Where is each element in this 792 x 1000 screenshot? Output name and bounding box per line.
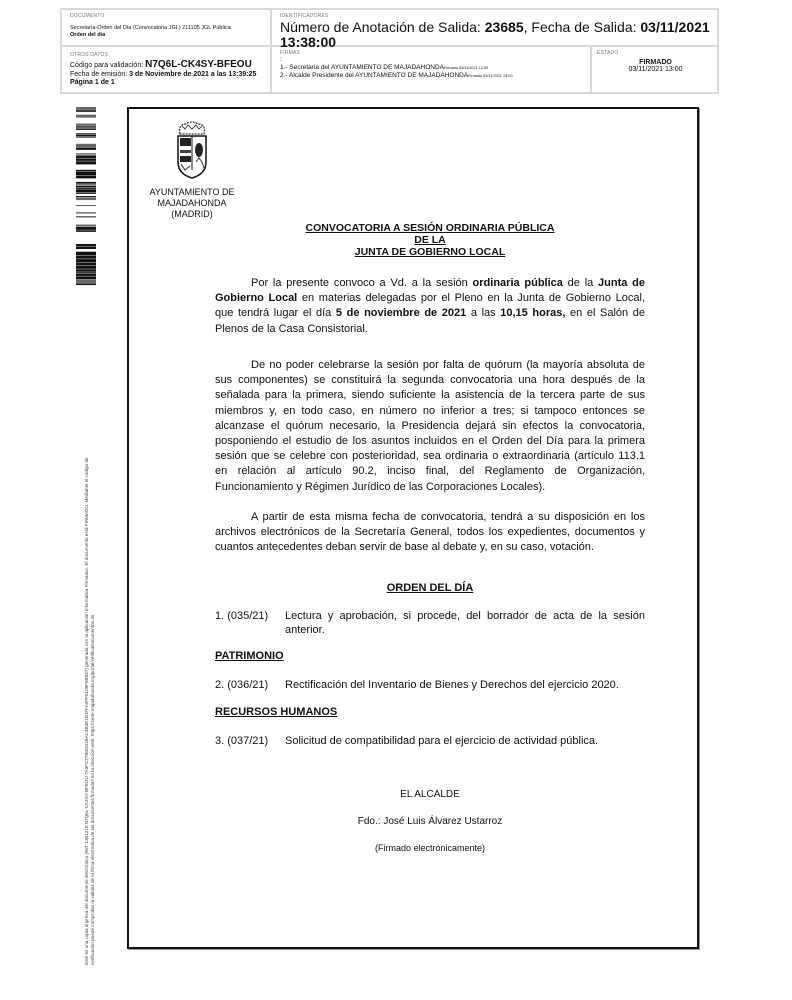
paragraph-convocatoria: Por la presente convoco a Vd. a la sesión ordinaria pública de la Junta de Gobierno Local en materias delegadas por el Pleno en la Junta de Gobierno Local, que tendrá lugar el día 5 de noviembre de 2021 a las 10,15 horas, en el Salón de Plenos de la Casa Consistorial. — [215, 277, 646, 335]
codigo-label: Código para validación: — [70, 62, 146, 69]
firmas-colon: : — [280, 56, 282, 63]
organization-name: AYUNTAMIENTO DE MAJADAHONDA (MADRID) — [149, 187, 235, 219]
documento-line1: Secretaría-Orden del Día (Convocatoria JGL) 211105 JGL Pública — [70, 25, 231, 31]
agenda-item: 1. (035/21) Lectura y aprobación, si procede, del borrador de acta de la sesión anterior. — [215, 610, 645, 636]
documento-caption: DOCUMENTO — [70, 13, 105, 19]
document-header — [60, 8, 719, 94]
anotacion-label: Número de Anotación de Salida: — [280, 19, 485, 35]
agenda-item: 3. (037/21) Solicitud de compatibilidad para el ejercicio de actividad pública. — [215, 735, 599, 747]
documento-line2: Orden del día — [70, 32, 106, 38]
codigo-validacion: N7Q6L-CK4SY-BFEOU — [145, 59, 252, 70]
fecha-emision: 3 de Noviembre de 2021 a las 13:39:25 — [129, 70, 257, 78]
firma-item: 2.- Alcalde Presidente del AYUNTAMIENTO DE MAJADAHONDAFirmado 03/11/2021 13:00 — [280, 72, 513, 79]
coat-of-arms-icon — [172, 120, 212, 180]
orden-del-dia-title: ORDEN DEL DÍA — [386, 582, 474, 594]
paragraph-quorum: De no poder celebrarse la sesión por falta de quórum (la mayoría absoluta de sus componentes) se constituirá la segunda convocatoria una hora después de la señalada para la primera, siendo suficiente la asistencia de la tercera parte de sus miembros y, en todo caso, en número no inferior a tres; si tampoco entonces se alcanzase el quórum necesario, la Presidencia dejará sin efectos la convocatoria, posponiendo el estudio de los asuntos incluidos en el Orden del Día para la primera sesión que se celebre con posterioridad, sea ordinaria o extraordinaria (artículo 113.1 en relación al artículo 90.2, inciso final, del Reglamento de Organización, Funcionamiento y Régimen Jurídico de las Corporaciones Locales). — [215, 359, 645, 493]
section-recursos-humanos: RECURSOS HUMANOS — [215, 706, 338, 718]
signature-name: Fdo.: José Luis Álvarez Ustarroz — [357, 816, 503, 827]
estado-caption: ESTADO — [597, 50, 619, 56]
fecha-emision-label: Fecha de emisión: — [70, 70, 130, 78]
agenda-item: 2. (036/21) Rectificación del Inventario de Bienes y Derechos del ejercicio 2020. — [215, 679, 619, 691]
signature-note: (Firmado electrónicamente) — [374, 843, 486, 853]
pagina-info: Página 1 de 1 — [70, 79, 115, 86]
paragraph-expedientes: A partir de esta misma fecha de convocatoria, tendrá a su disposición en los archivos electrónicos de la Secretaría General, todos los expedientes, documentos y cuantos antecedentes deban servir de base al debate y, en su caso, votación. — [215, 511, 645, 554]
signature-role: EL ALCALDE — [400, 789, 460, 800]
document-title: CONVOCATORIA A SESIÓN ORDINARIA PÚBLICA DE LA JUNTA DE GOBIERNO LOCAL — [305, 222, 555, 258]
estado-date: 03/11/2021 13:00 — [628, 66, 683, 73]
fecha-salida-label: , Fecha de Salida: — [523, 19, 641, 35]
firmas-caption: FIRMAS — [280, 50, 301, 56]
verification-side-text: Este es una copia impresa del documento electrónico (Ref: 1361215 N7Q6L-CK4SY-BFEOU 7A9FC77B0D31BAC4B3E1B1FFA4FF6109F6B837) generada con la aplicación informática Firmadoc. El documento está FIRMADO. Mediante el código de verificación puede comprobar la validez de la firma electrónica de los documentos firmados en la dirección web: https://sede.majadahonda.org/portal/verificaDocumentos.do — [84, 457, 95, 965]
barcode-icon — [76, 107, 96, 287]
section-patrimonio: PATRIMONIO — [215, 650, 284, 662]
firmas-cell — [272, 47, 592, 94]
otros-datos-cell — [62, 47, 272, 94]
estado-cell — [592, 47, 719, 94]
hora-salida: 13:38:00 — [280, 34, 337, 50]
estado-value: FIRMADO — [639, 59, 672, 66]
otros-datos-caption: OTROS DATOS — [70, 52, 109, 58]
documento-cell — [62, 10, 272, 47]
firma-item: 1.- Secretaria del AYUNTAMIENTO DE MAJADAHONDAFirmado 03/11/2021 12:59 — [280, 64, 489, 71]
anotacion-number: 23685 — [484, 19, 524, 35]
identificadores-cell — [272, 10, 719, 50]
identificadores-caption: IDENTIFICADORES — [280, 13, 329, 19]
fecha-salida: 03/11/2021 — [640, 19, 710, 35]
